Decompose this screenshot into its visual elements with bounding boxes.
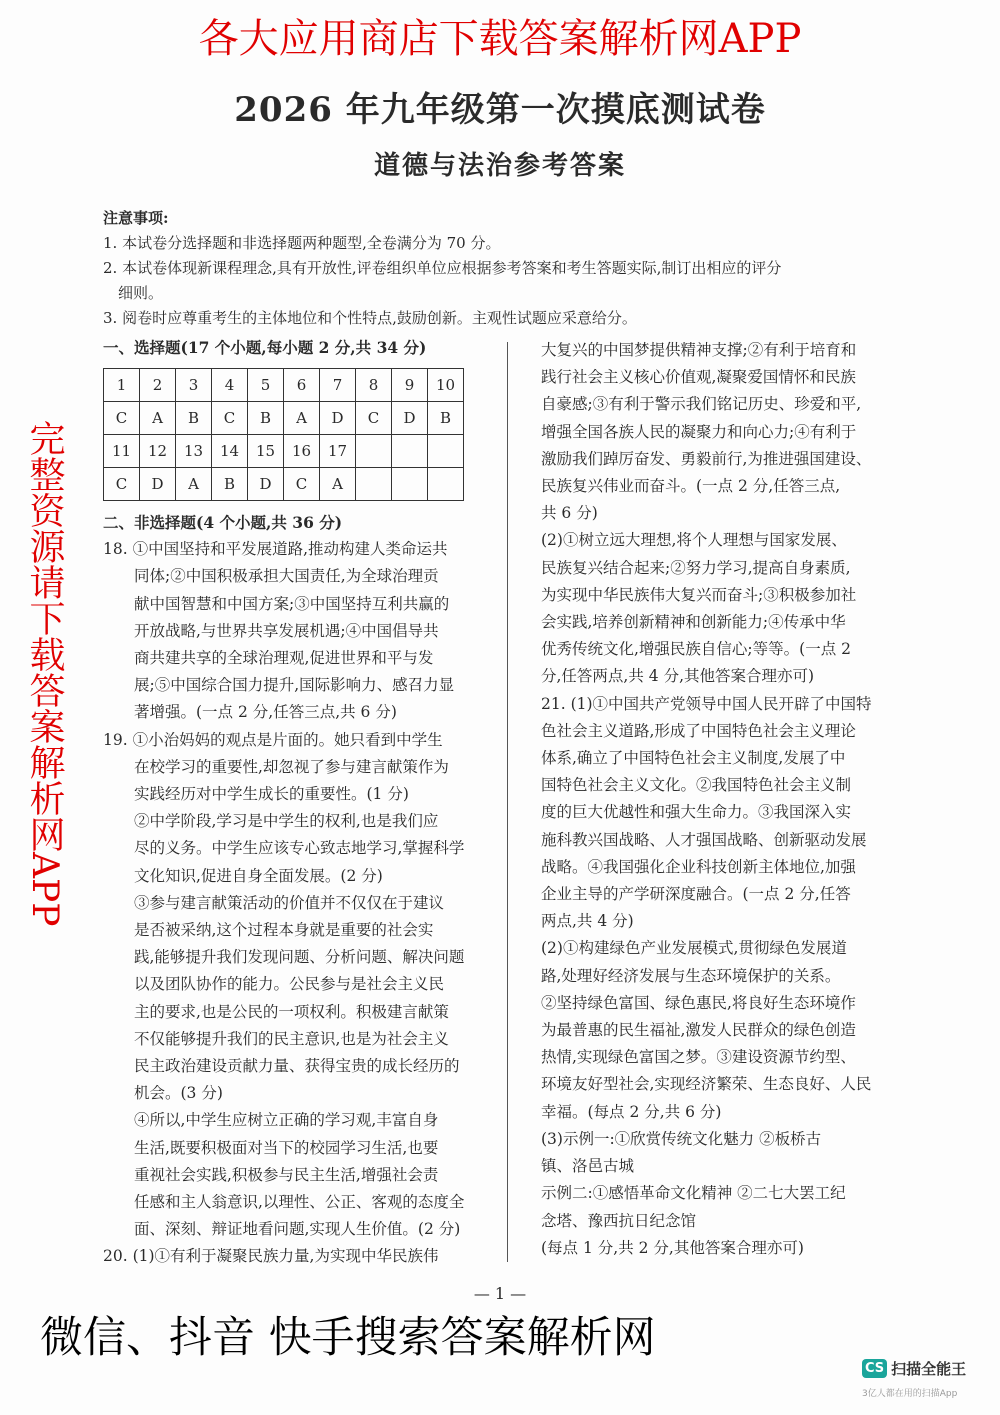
answer-text-line: 幸福。(每点 2 分,共 6 分) — [541, 1102, 722, 1121]
answer-text-line: 开放战略,与世界共享发展机遇;④中国倡导共 — [103, 621, 439, 640]
answer-text-line: 念塔、豫西抗日纪念馆 — [541, 1211, 697, 1230]
answer-text-line: 为最普惠的民生福祉,激发人民群众的绿色创造 — [541, 1021, 856, 1040]
answer-text-line: 重视社会实践,积极参与民主生活,增强社会责 — [103, 1165, 439, 1184]
answer-text-line: 施科教兴国战略、人才强国战略、创新驱动发展 — [541, 830, 867, 849]
note-item: 2. 本试卷体现新课程理念,具有开放性,评卷组织单位应根据参考答案和考生答题实际,制订出相应的评分 — [103, 259, 782, 277]
answer-cell: C — [104, 468, 140, 501]
answer-cell — [356, 468, 392, 501]
question-number-cell: 12 — [140, 435, 176, 468]
answer-text-line: 文化知识,促进自身全面发展。(2 分) — [103, 866, 383, 885]
answer-cell: C — [356, 402, 392, 435]
question-number-cell — [392, 435, 428, 468]
answer-text-line: 任感和主人翁意识,以理性、公正、客观的态度全 — [103, 1193, 465, 1212]
question-number-cell: 11 — [104, 435, 140, 468]
answer-text-line: 18. ①中国坚持和平发展道路,推动构建人类命运共 — [103, 540, 448, 559]
page-number: — 1 — — [473, 1284, 527, 1303]
question-number-cell: 3 — [176, 369, 212, 402]
notes-heading: 注意事项: — [103, 209, 169, 227]
answer-text-line: 在校学习的重要性,却忽视了参与建言献策作为 — [103, 757, 449, 776]
answer-cell: A — [320, 468, 356, 501]
answer-text-line: 实践经历对中学生成长的重要性。(1 分) — [103, 785, 409, 804]
answer-text-line: 镇、洛邑古城 — [541, 1157, 635, 1176]
document-subtitle: 道德与法治参考答案 — [373, 151, 626, 181]
answer-text-line: 民族复兴伟业而奋斗。(一点 2 分,任答三点, — [541, 477, 841, 496]
answer-text-line: 19. ①小治妈妈的观点是片面的。她只看到中学生 — [103, 730, 443, 749]
answer-cell: C — [104, 402, 140, 435]
answer-text-line: 优秀传统文化,增强民族自信心;等等。(一点 2 — [541, 640, 851, 659]
answer-text-line: (2)①树立远大理想,将个人理想与国家发展、 — [541, 531, 847, 550]
answer-text-line: 民族复兴结合起来;②努力学习,提高自身素质, — [541, 558, 851, 577]
answer-text-line: 色社会主义道路,形成了中国特色社会主义理论 — [541, 721, 856, 740]
question-number-cell: 13 — [176, 435, 212, 468]
left-column — [103, 509, 483, 1271]
answer-text-line: 度的巨大优越性和强大生命力。③我国深入实 — [541, 803, 852, 822]
watermark-text: 各大应用商店下载答案解析网APP — [198, 16, 802, 62]
question-number-cell: 2 — [140, 369, 176, 402]
watermark-text: 完整资源请下载答案解析网APP — [24, 420, 65, 927]
answer-text-line: 二、非选择题(4 个小题,共 36 分) — [103, 513, 343, 532]
answer-text-line: 两点,共 4 分) — [541, 912, 634, 931]
cs-logo-icon: CS — [862, 1359, 887, 1378]
question-number-cell: 15 — [248, 435, 284, 468]
question-number-cell: 7 — [320, 369, 356, 402]
answer-cell: C — [284, 468, 320, 501]
answer-text-line: 会实践,培养创新精神和创新能力;④传承中华 — [541, 613, 846, 632]
answer-text-line: 为实现中华民族伟大复兴而奋斗;③积极参加社 — [541, 585, 857, 604]
answer-cell: D — [140, 468, 176, 501]
answer-text-line: 以及团队协作的能力。公民参与是社会主义民 — [103, 975, 445, 994]
answer-cell: D — [392, 402, 428, 435]
question-number-cell: 10 — [428, 369, 464, 402]
question-number-cell — [356, 435, 392, 468]
answer-text-line: 激励我们踔厉奋发、勇毅前行,为推进强国建设、 — [541, 449, 872, 468]
notes-section — [103, 206, 903, 331]
question-number-cell: 6 — [284, 369, 320, 402]
question-number-row — [104, 435, 464, 468]
answer-text-line: 践行社会主义核心价值观,凝聚爱国情怀和民族 — [541, 368, 856, 387]
answer-text-line: (3)示例一:①欣赏传统文化魅力 ②板桥古 — [541, 1129, 822, 1148]
question-number-cell: 4 — [212, 369, 248, 402]
answer-text-line: 主的要求,也是公民的一项权利。积极建言献策 — [103, 1002, 449, 1021]
answer-cell — [392, 468, 428, 501]
column-divider — [507, 342, 508, 1262]
note-item: 细则。 — [103, 284, 164, 302]
answer-text-line: 尽的义务。中学生应该专心致志地学习,掌握科学 — [103, 839, 465, 858]
answer-text-line: 体系,确立了中国特色社会主义制度,发展了中 — [541, 749, 846, 768]
question-number-cell: 16 — [284, 435, 320, 468]
answer-cell — [428, 468, 464, 501]
answer-text-line: 同体;②中国积极承担大国责任,为全球治理贡 — [103, 567, 439, 586]
answer-text-line: 20. (1)①有利于凝聚民族力量,为实现中华民族伟 — [103, 1247, 439, 1266]
question-number-row — [104, 369, 464, 402]
scanner-slogan: 3亿人都在用的扫描App — [862, 1389, 958, 1399]
answer-text-line: 大复兴的中国梦提供精神支撑;②有利于培育和 — [541, 341, 857, 359]
answer-text-line: 献中国智慧和中国方案;③中国坚持互利共赢的 — [103, 594, 450, 613]
note-item: 1. 本试卷分选择题和非选择题两种题型,全卷满分为 70 分。 — [103, 234, 501, 252]
question-number-cell — [428, 435, 464, 468]
question-number-cell: 1 — [104, 369, 140, 402]
answer-text-line: 机会。(3 分) — [103, 1084, 223, 1103]
answer-text-line: 热情,实现绿色富国之梦。③建设资源节约型、 — [541, 1048, 856, 1067]
answer-text-line: 著增强。(一点 2 分,任答三点,共 6 分) — [103, 703, 397, 722]
answer-cell: B — [248, 402, 284, 435]
answer-cell: D — [320, 402, 356, 435]
answer-text-line: 是否被采纳,这个过程本身就是重要的社会实 — [103, 921, 434, 940]
document-title: 2026 年九年级第一次摸底测试卷 — [234, 90, 766, 130]
answer-cell: B — [428, 402, 464, 435]
answer-text-line: 国特色社会主义文化。②我国特色社会主义制 — [541, 776, 852, 795]
answer-text-line: 践,能够提升我们发现问题、分析问题、解决问题 — [103, 948, 465, 967]
answer-text-line: 商共建共享的全球治理观,促进世界和平与发 — [103, 649, 434, 668]
question-number-cell: 8 — [356, 369, 392, 402]
answer-text-line: 分,任答两点,共 4 分,其他答案合理亦可) — [541, 667, 815, 686]
section-choice-heading: 一、选择题(17 个小题,每小题 2 分,共 34 分) — [103, 338, 427, 357]
answer-text-line: 企业主导的产学研深度融合。(一点 2 分,任答 — [541, 885, 851, 904]
answer-cell: B — [176, 402, 212, 435]
answer-cell: A — [140, 402, 176, 435]
answer-cell: B — [212, 468, 248, 501]
answer-row — [104, 468, 464, 501]
answer-row — [104, 402, 464, 435]
question-number-cell: 17 — [320, 435, 356, 468]
answer-text-line: 展;⑤中国综合国力提升,国际影响力、感召力显 — [103, 676, 455, 695]
note-item: 3. 阅卷时应尊重考生的主体地位和个性特点,鼓励创新。主观性试题应采意给分。 — [103, 309, 637, 327]
answer-text-line: 自豪感;③有利于警示我们铭记历史、珍爱和平, — [541, 395, 862, 414]
question-number-cell: 14 — [212, 435, 248, 468]
answer-text-line: 21. (1)①中国共产党领导中国人民开辟了中国特 — [541, 694, 872, 713]
answer-text-line: ③参与建言献策活动的价值并不仅仅在于建议 — [103, 893, 445, 912]
answer-text-line: 增强全国各族人民的凝聚力和向心力;④有利于 — [541, 422, 857, 441]
answer-text-line: 不仅能够提升我们的民主意识,也是为社会主义 — [103, 1029, 449, 1048]
scanner-logo — [862, 1358, 966, 1379]
answer-text-line: ②中学阶段,学习是中学生的权利,也是我们应 — [103, 812, 439, 831]
answer-text-line: ④所以,中学生应树立正确的学习观,丰富自身 — [103, 1111, 439, 1130]
right-column — [541, 337, 896, 1262]
answer-text-line: 示例二:①感悟革命文化精神 ②二七大罢工纪 — [541, 1184, 846, 1203]
answer-text-line: 路,处理好经济发展与生态环境保护的关系。 — [541, 966, 841, 985]
question-number-cell: 5 — [248, 369, 284, 402]
answer-text-line: 环境友好型社会,实现经济繁荣、生态良好、人民 — [541, 1075, 872, 1094]
answer-text-line: 战略。④我国强化企业科技创新主体地位,加强 — [541, 857, 856, 876]
answer-cell: C — [212, 402, 248, 435]
answer-cell: A — [176, 468, 212, 501]
question-number-cell: 9 — [392, 369, 428, 402]
answer-text-line: 民主政治建设贡献力量、获得宝贵的成长经历的 — [103, 1057, 460, 1076]
answer-table — [103, 368, 464, 501]
watermark-text: 微信、抖音 快手搜索答案解析网 — [40, 1313, 656, 1363]
answer-text-line: 面、深刻、辩证地看问题,实现人生价值。(2 分) — [103, 1220, 461, 1239]
answer-cell: D — [248, 468, 284, 501]
answer-text-line: 生活,既要积极面对当下的校园学习生活,也要 — [103, 1138, 439, 1157]
answer-text-line: ②坚持绿色富国、绿色惠民,将良好生态环境作 — [541, 993, 856, 1012]
answer-text-line: (每点 1 分,共 2 分,其他答案合理亦可) — [541, 1238, 804, 1257]
answer-cell: A — [284, 402, 320, 435]
answer-text-line: (2)①构建绿色产业发展模式,贯彻绿色发展道 — [541, 939, 847, 958]
scanner-logo-name: 扫描全能王 — [891, 1360, 967, 1378]
answer-text-line: 共 6 分) — [541, 504, 598, 523]
